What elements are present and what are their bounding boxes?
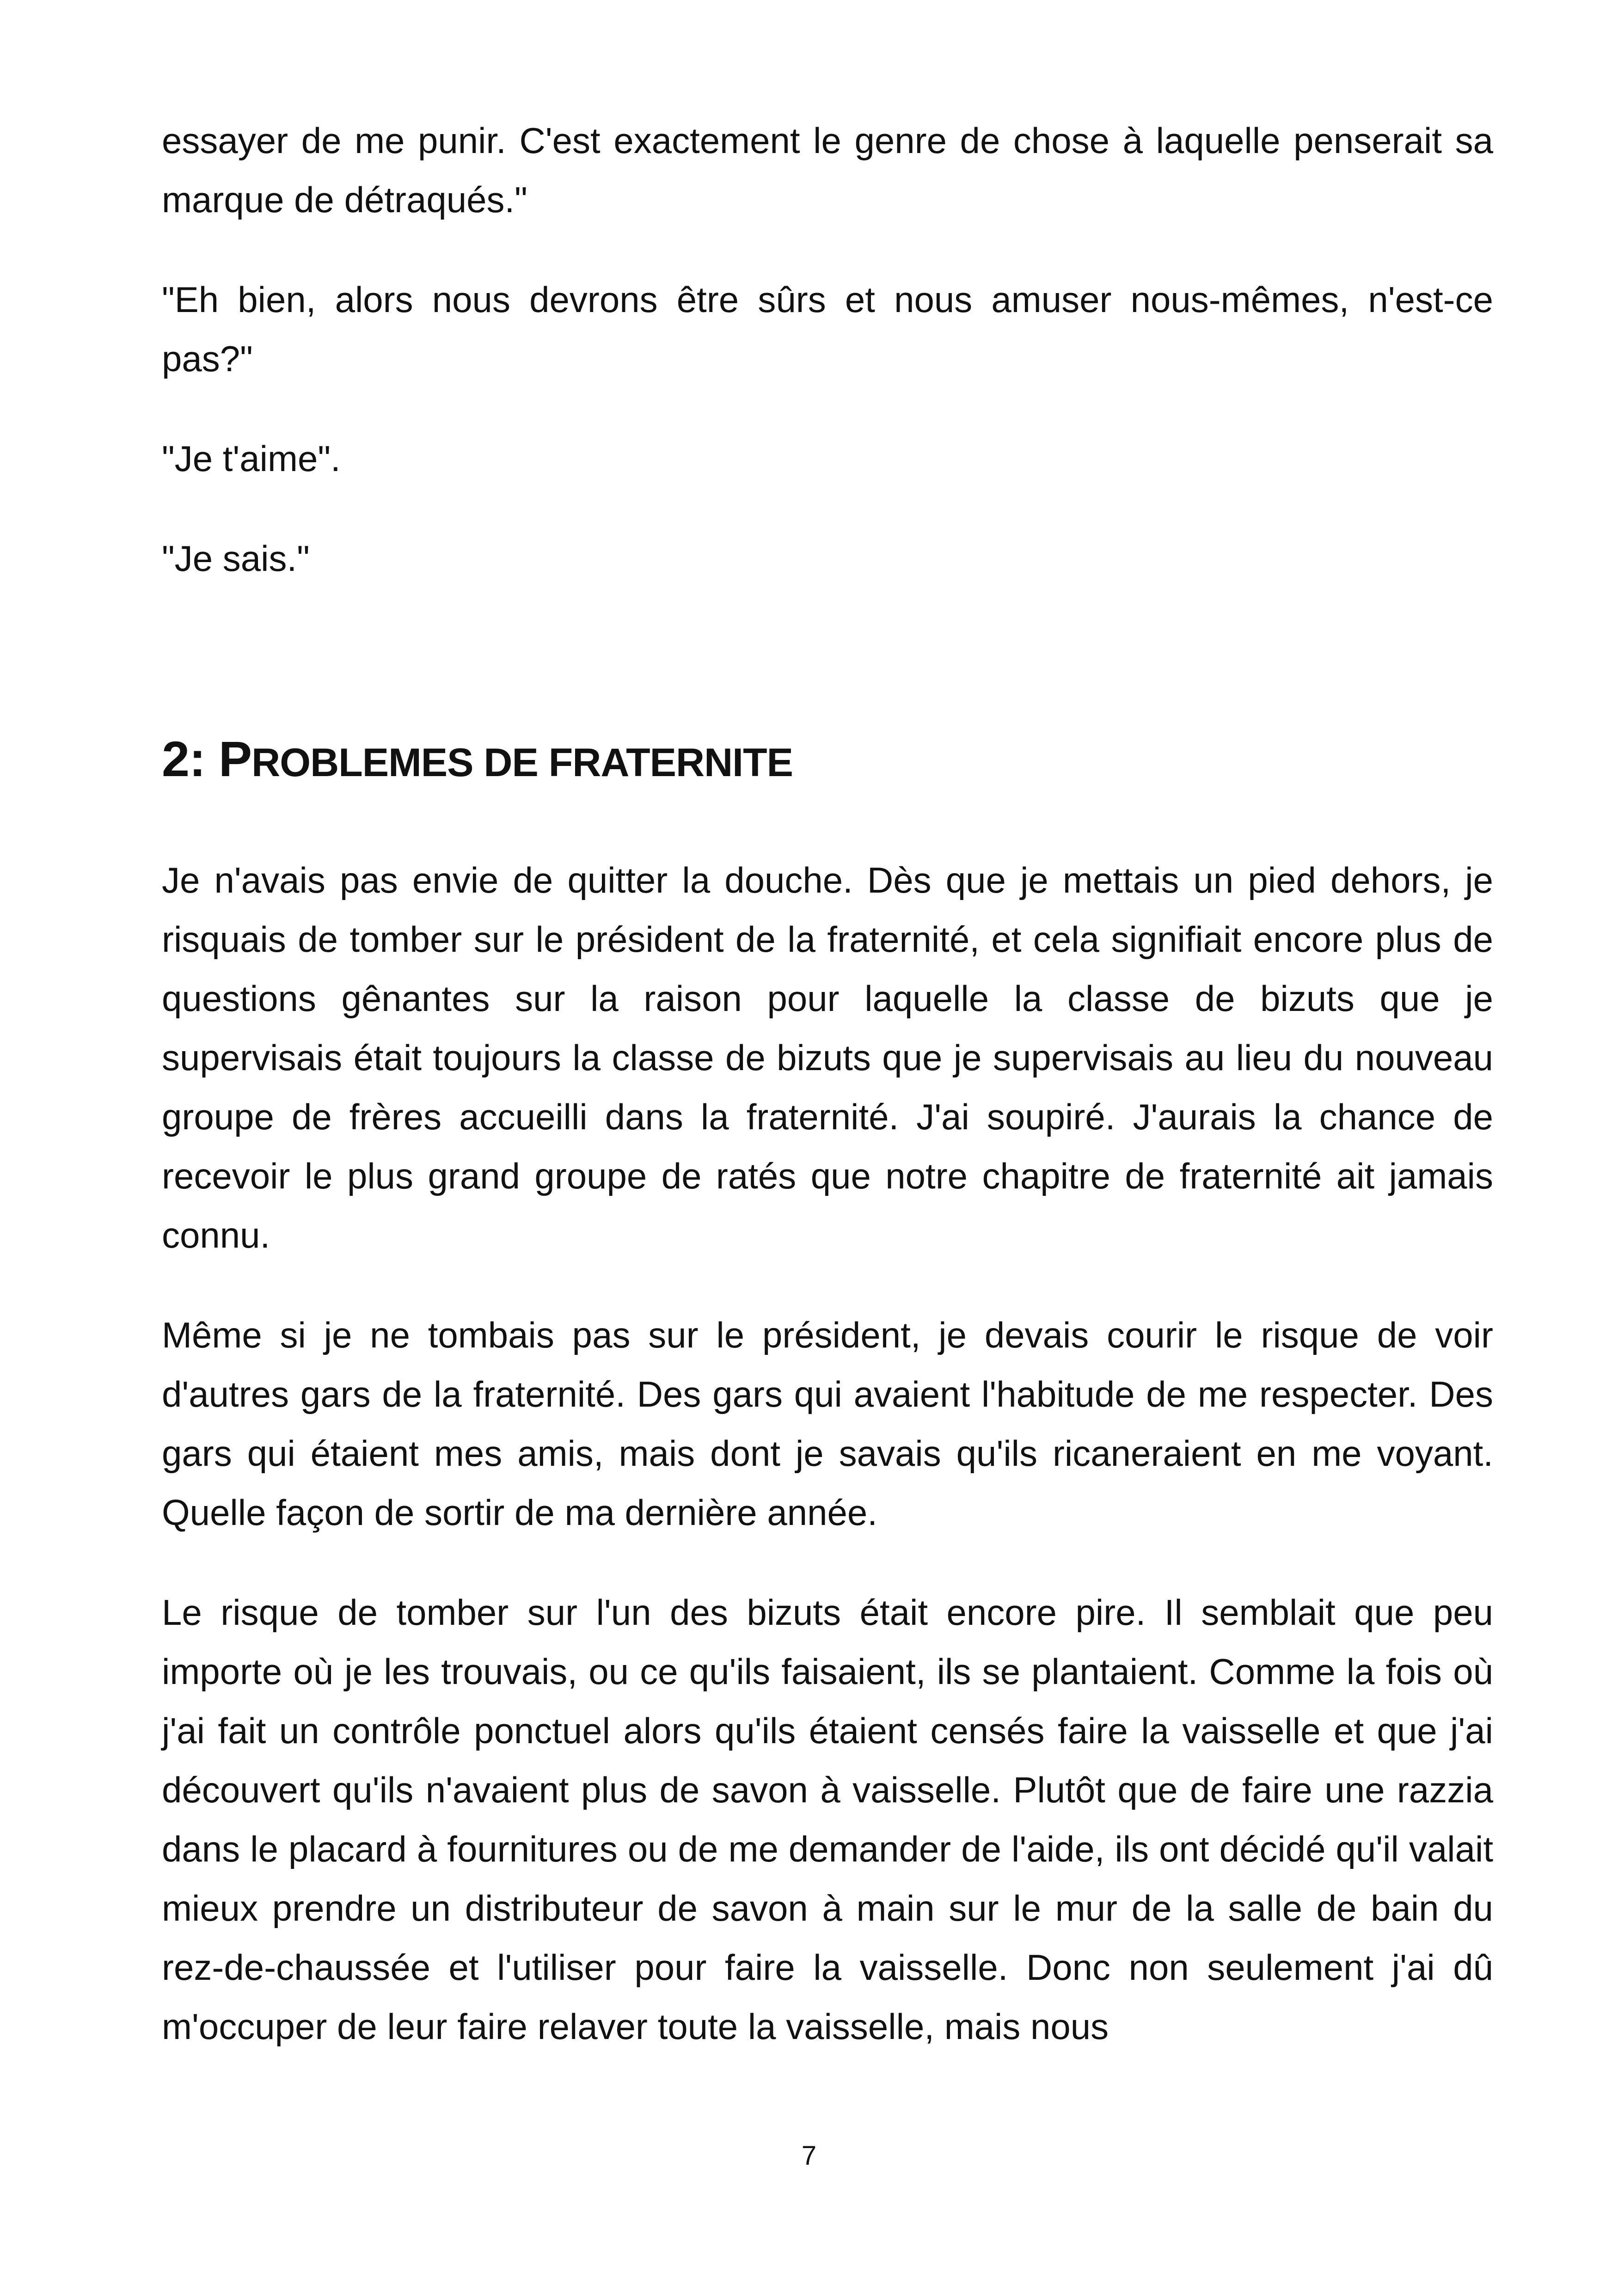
paragraph: "Je t'aime".	[162, 438, 341, 479]
chapter-title	[162, 727, 1493, 795]
chapter-title-rest: ROBLEMES DE FRATERNITE	[251, 741, 793, 785]
page-content	[162, 111, 1493, 2097]
chapter-number: 2:	[162, 731, 219, 787]
paragraph: "Eh bien, alors nous devrons être sûrs et nous amuser nous-mêmes, n'est-ce pas?"	[162, 279, 1493, 379]
paragraph: Je n'avais pas envie de quitter la douche. Dès que je mettais un pied dehors, je risquais de tomber sur le président de la fraternité, et cela signifiait encore plus de questions gênantes sur la raison pour laquelle la classe de bizuts que je supervisais était toujours la classe de bizuts que je supervisais au lieu du nouveau groupe de frères accueilli dans la fraternité. J'ai soupiré. J'aurais la chance de recevoir le plus grand groupe de ratés que notre chapitre de fraternité ait jamais connu.	[162, 860, 1493, 1255]
paragraph: essayer de me punir. C'est exactement le genre de chose à laquelle penserait sa marque de détraqués."	[162, 120, 1493, 220]
chapter-title-initial: P	[219, 731, 252, 787]
paragraph: Le risque de tomber sur l'un des bizuts était encore pire. Il semblait que peu importe où je les trouvais, ou ce qu'ils faisaient, ils se plantaient. Comme la fois où j'ai fait un contrôle ponctuel alors qu'ils étaient censés faire la vaisselle et que j'ai découvert qu'ils n'avaient plus de savon à vaisselle. Plutôt que de faire une razzia dans le placard à fournitures ou de me demander de l'aide, ils ont décidé qu'il valait mieux prendre un distributeur de savon à main sur le mur de la salle de bain du rez-de-chaussée et l'utiliser pour faire la vaisselle. Donc non seulement j'ai dû m'occuper de leur faire relaver toute la vaisselle, mais nous	[162, 1592, 1493, 2047]
page-number: 7	[801, 2141, 817, 2171]
paragraph: "Je sais."	[162, 538, 310, 579]
paragraph: Même si je ne tombais pas sur le président, je devais courir le risque de voir d'autres gars de la fraternité. Des gars qui avaient l'habitude de me respecter. Des gars qui étaient mes amis, mais dont je savais qu'ils ricaneraient en me voyant. Quelle façon de sortir de ma dernière année.	[162, 1315, 1493, 1533]
